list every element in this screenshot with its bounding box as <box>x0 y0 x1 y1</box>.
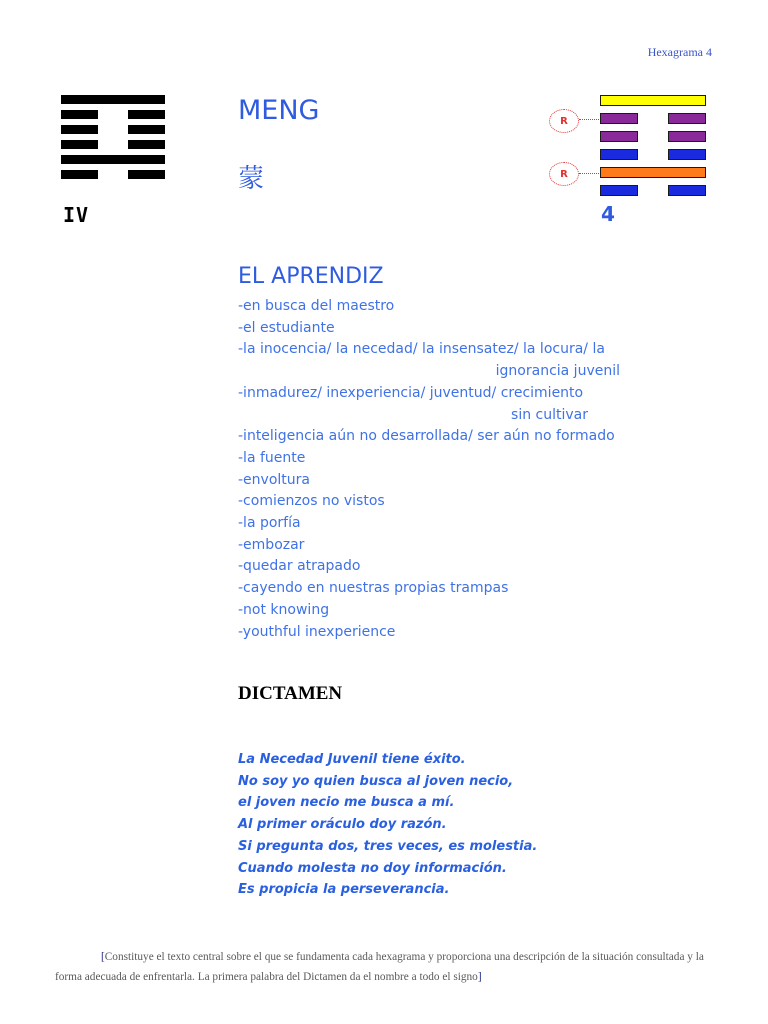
page-header-label: Hexagrama 4 <box>647 45 712 59</box>
colored-line-4 <box>600 149 706 160</box>
hexagram-title: MENG <box>238 95 320 126</box>
hexagram-line-3 <box>61 125 165 134</box>
term-text: -inteligencia aún no desarrollada/ ser aún no formado <box>238 428 615 445</box>
ruler-marker-upper: R <box>549 109 579 133</box>
term-text: -quedar atrapado <box>238 558 361 575</box>
line-segment <box>128 125 165 134</box>
hexagram-roman-numeral: IV <box>63 203 90 227</box>
verse-line: Si pregunta dos, tres veces, es molestia. <box>238 838 538 854</box>
term-text: -comienzos no vistos <box>238 493 385 510</box>
line-segment <box>128 140 165 149</box>
colored-line-6 <box>600 185 706 196</box>
term-item <box>238 556 658 578</box>
colored-segment <box>600 95 706 106</box>
verse-line: Cuando molesta no doy información. <box>238 860 507 876</box>
term-text: -en busca del maestro <box>238 298 395 314</box>
term-text: -embozar <box>238 536 305 553</box>
term-item <box>238 296 658 318</box>
term-text: -inmadurez/ inexperiencia/ juventud/ crecimiento <box>238 384 584 401</box>
term-item <box>238 426 658 448</box>
colored-segment <box>668 131 706 142</box>
line-segment <box>61 170 98 179</box>
colored-segment <box>668 149 706 160</box>
term-continuation: ignorancia juvenil <box>495 363 620 380</box>
hexagram-black-figure <box>61 95 165 185</box>
hexagram-line-5 <box>61 155 165 164</box>
dictamen-heading: DICTAMEN <box>238 683 343 704</box>
term-item <box>238 622 658 644</box>
colored-segment <box>600 113 638 124</box>
term-item <box>238 339 658 382</box>
term-text: -el estudiante <box>238 319 335 336</box>
colored-line-3 <box>600 131 706 142</box>
term-item <box>238 535 658 557</box>
hexagram-line-6 <box>61 170 165 179</box>
term-text: -cayendo en nuestras propias trampas <box>238 580 509 597</box>
verse-line: Es propicia la perseverancia. <box>238 882 450 898</box>
footnote <box>55 948 717 987</box>
term-item <box>238 600 658 622</box>
term-text: -la fuente <box>238 449 306 466</box>
hexagram-chinese-character: 蒙 <box>238 164 265 194</box>
colored-line-1 <box>600 95 706 106</box>
term-item <box>238 470 658 492</box>
line-segment <box>128 110 165 119</box>
term-item <box>238 513 658 535</box>
verse-line: el joven necio me busca a mí. <box>238 795 455 811</box>
term-item <box>238 318 658 340</box>
line-segment <box>61 140 98 149</box>
line-segment <box>61 155 165 164</box>
colored-segment <box>600 149 638 160</box>
colored-segment <box>600 131 638 142</box>
section-title-aprendiz: EL APRENDIZ <box>238 264 384 289</box>
line-segment <box>61 125 98 134</box>
footnote-open-bracket: [ <box>101 951 105 963</box>
dictamen-verse <box>238 749 537 901</box>
hexagram-line-1 <box>61 95 165 104</box>
line-segment <box>128 170 165 179</box>
colored-segment <box>668 185 706 196</box>
colored-segment <box>600 185 638 196</box>
ruler-marker-lower: R <box>549 162 579 186</box>
line-segment <box>61 110 98 119</box>
colored-segment <box>600 167 706 178</box>
hexagram-line-4 <box>61 140 165 149</box>
colored-line-5 <box>600 167 706 178</box>
term-item <box>238 578 658 600</box>
term-list <box>238 296 658 643</box>
footnote-text: Constituye el texto central sobre el que se fundamenta cada hexagrama y proporciona una descripción de la situación consultada y la forma adecuada de enfrentarla. La primera palabra del Dictamen da el nombre a todo el signo <box>55 951 704 983</box>
footnote-close-bracket: ] <box>477 970 482 983</box>
term-item <box>238 383 658 426</box>
ruler-pointer-lower <box>579 173 599 174</box>
line-segment <box>61 95 165 104</box>
hexagram-line-2 <box>61 110 165 119</box>
colored-line-2 <box>600 113 706 124</box>
term-item <box>238 448 658 470</box>
term-text: -not knowing <box>238 601 330 618</box>
verse-line: No soy yo quien busca al joven necio, <box>238 773 514 789</box>
ruler-pointer-upper <box>579 119 599 120</box>
term-continuation: sin cultivar <box>511 406 588 423</box>
hexagram-number: 4 <box>601 202 615 226</box>
verse-line: La Necedad Juvenil tiene éxito. <box>238 752 466 767</box>
term-text: -la porfía <box>238 515 301 532</box>
verse-line: Al primer oráculo doy razón. <box>238 817 447 833</box>
term-text: -la inocencia/ la necedad/ la insensatez/ la locura/ la <box>238 341 605 358</box>
hexagram-colored-figure <box>600 95 706 203</box>
term-text: -envoltura <box>238 471 310 488</box>
term-text: -youthful inexperience <box>238 623 396 640</box>
colored-segment <box>668 113 706 124</box>
term-item <box>238 491 658 513</box>
